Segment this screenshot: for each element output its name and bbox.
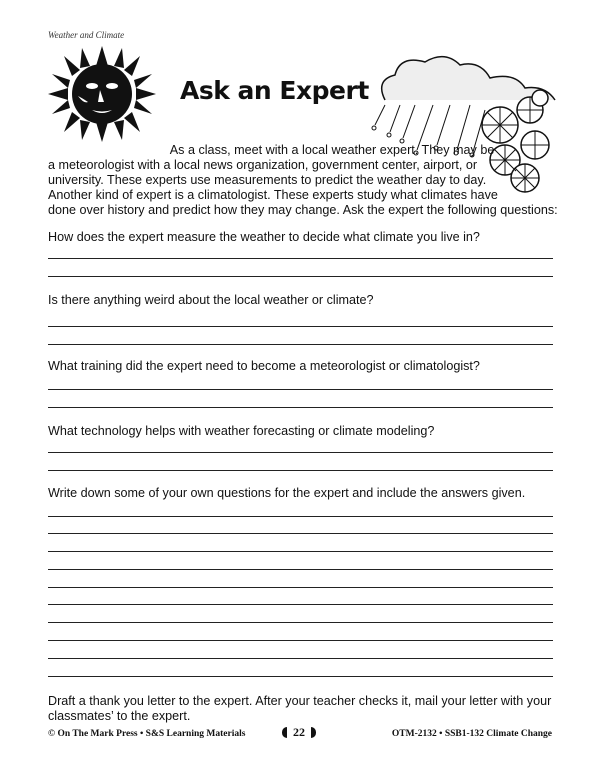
- answer-line[interactable]: [48, 276, 553, 277]
- left-half-circle-icon: [282, 727, 287, 738]
- answer-line[interactable]: [48, 258, 553, 259]
- page-number: [282, 725, 316, 740]
- answer-line[interactable]: [48, 389, 553, 390]
- footer-copyright: © On The Mark Press • S&S Learning Materials: [48, 729, 246, 739]
- answer-line[interactable]: [48, 604, 553, 605]
- answer-line[interactable]: [48, 658, 553, 659]
- right-half-circle-icon: [311, 727, 316, 738]
- closing-line: classmates’ to the expert.: [48, 709, 191, 723]
- answer-line[interactable]: [48, 587, 553, 588]
- answer-line[interactable]: [48, 640, 553, 641]
- page-title: Ask an Expert: [180, 76, 369, 105]
- answer-line[interactable]: [48, 452, 553, 453]
- intro-line: As a class, meet with a local weather expert. They may be: [48, 143, 495, 157]
- intro-line: university. These experts use measurements to predict the weather day to day.: [48, 173, 487, 187]
- answer-line[interactable]: [48, 622, 553, 623]
- answer-line[interactable]: [48, 470, 553, 471]
- answer-line[interactable]: [48, 533, 553, 534]
- question-1: How does the expert measure the weather to decide what climate you live in?: [48, 230, 480, 244]
- question-4: What technology helps with weather forecasting or climate modeling?: [48, 424, 435, 438]
- answer-line[interactable]: [48, 344, 553, 345]
- intro-paragraph: [48, 143, 558, 218]
- answer-line[interactable]: [48, 407, 553, 408]
- answer-line[interactable]: [48, 326, 553, 327]
- sun-face-illustration: [48, 46, 156, 142]
- question-3: What training did the expert need to become a meteorologist or climatologist?: [48, 359, 480, 373]
- answer-line[interactable]: [48, 676, 553, 677]
- answer-line[interactable]: [48, 569, 553, 570]
- page-number-text: 22: [293, 725, 305, 739]
- question-2: Is there anything weird about the local weather or climate?: [48, 293, 374, 307]
- section-header: Weather and Climate: [48, 30, 125, 40]
- answer-line[interactable]: [48, 551, 553, 552]
- intro-line: done over history and predict how they may change. Ask the expert the following questions:: [48, 203, 558, 217]
- question-5: Write down some of your own questions for the expert and include the answers given.: [48, 486, 526, 500]
- footer-product-code: OTM-2132 • SSB1-132 Climate Change: [391, 729, 552, 739]
- intro-line: Another kind of expert is a climatologist. These experts study what climates have: [48, 188, 498, 202]
- answer-line[interactable]: [48, 516, 553, 517]
- closing-line: Draft a thank you letter to the expert. After your teacher checks it, mail your letter with your: [48, 694, 552, 708]
- intro-line: a meteorologist with a local news organization, government center, airport, or: [48, 158, 478, 172]
